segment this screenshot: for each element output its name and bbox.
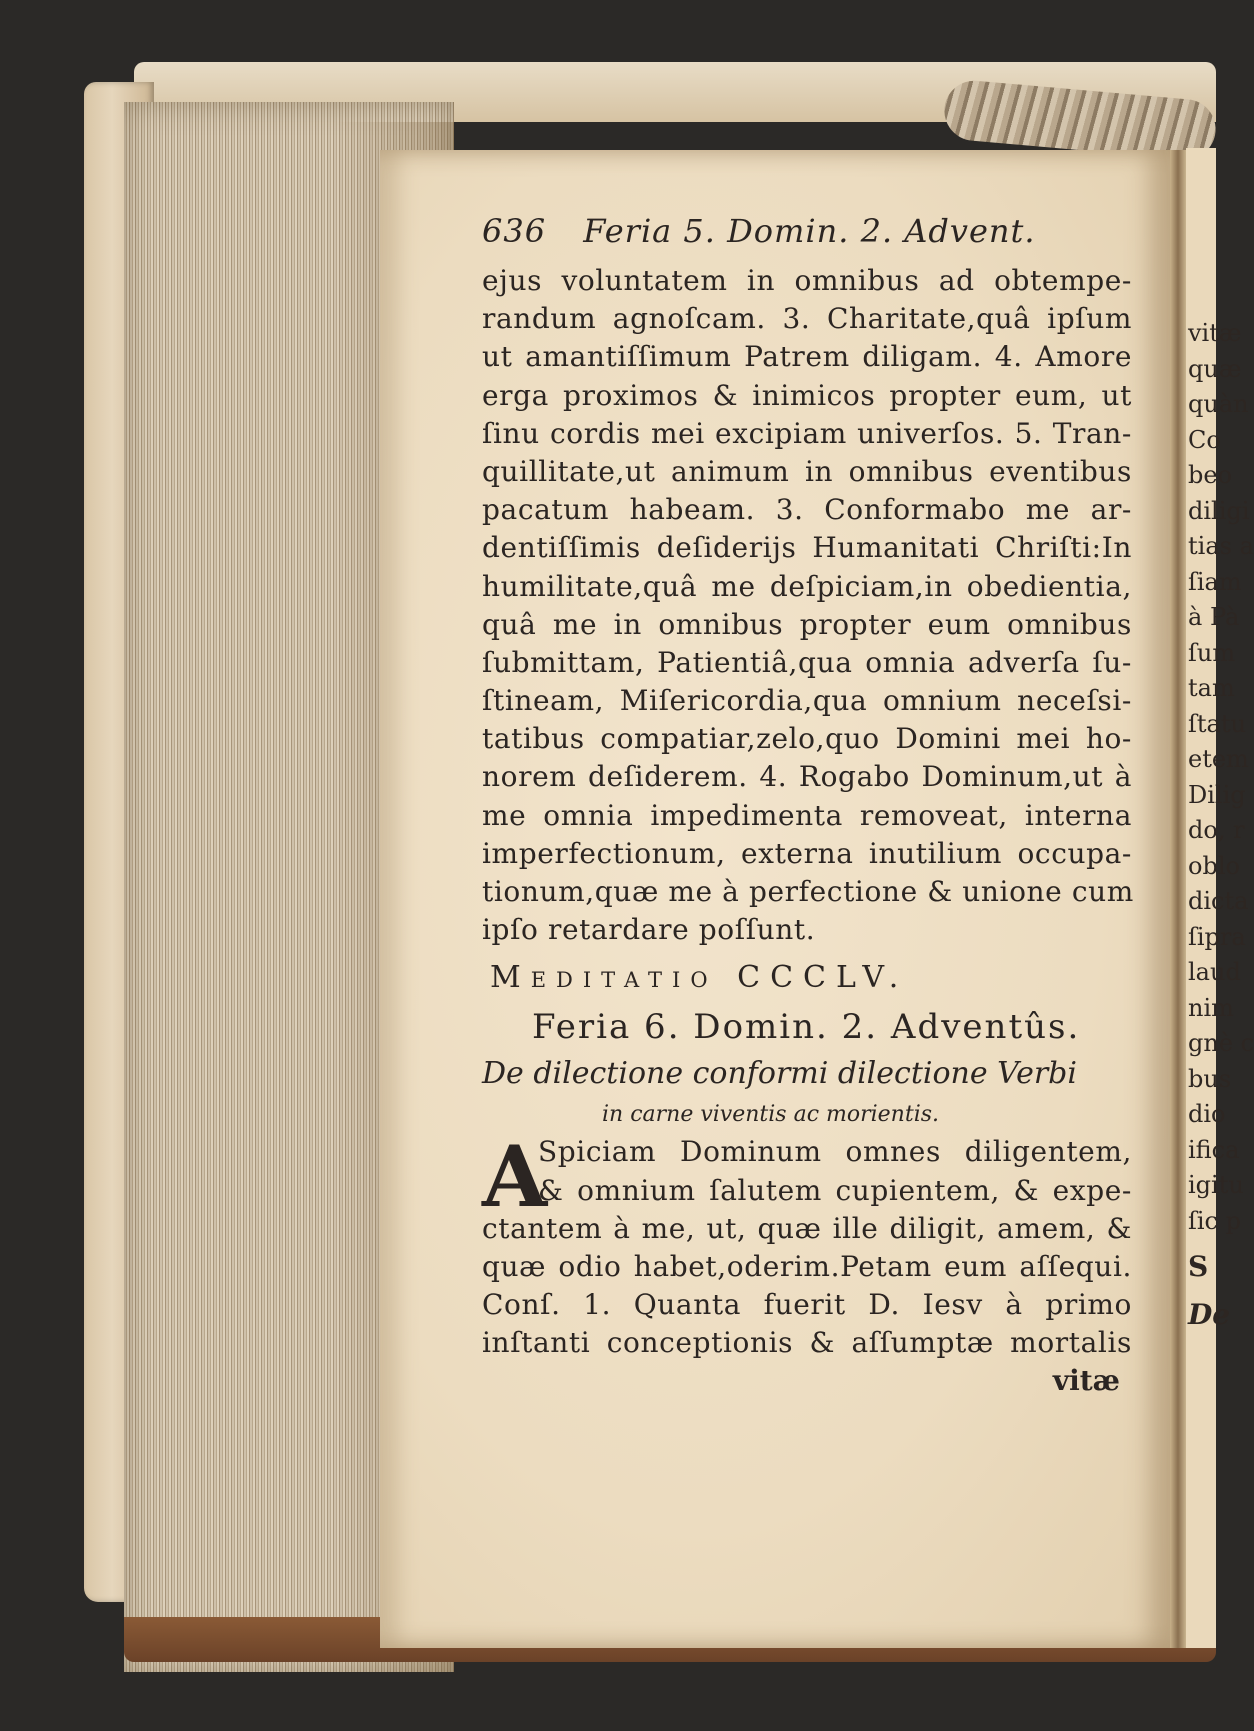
right-page-fragment: dio [1188,1100,1226,1128]
body-line: ſubmittam, Patientiâ,qua omnia adverſa ſu- [482,645,1132,679]
right-page-fragment: quàn [1188,390,1249,418]
catchword: vitæ [1052,1363,1120,1397]
paragraph-line: ctantem à me, ut, quæ ille diligit, amem, & [482,1211,1132,1245]
page-number: 636 [482,212,547,250]
body-line: me omnia impedimenta removeat, interna [482,798,1132,832]
right-page-fragment: à Pà [1188,603,1240,631]
right-page-fragment: ſic p [1188,1206,1241,1235]
subtitle-line-2: in carne viventis ac morientis. [602,1102,940,1128]
body-text [482,262,1132,949]
feria-heading: Feria 6. Domin. 2. Adventûs. [532,1007,1081,1048]
paragraph-line: Spiciam Dominum omnes diligentem, [538,1135,1132,1169]
gutter [1170,150,1186,1648]
subtitle-line-1: De dilectione conformi dilectione Verbi [482,1056,1077,1092]
body-line: tatibus compatiar,zelo,quo Domini mei ho- [482,722,1132,756]
body-line: randum agnoſcam. 3. Charitate,quâ ipſum [482,302,1132,336]
right-page-fragment: Dilig [1188,780,1246,809]
right-page-bottom-de: De [1188,1298,1231,1331]
right-page-fragment: ſtatu [1188,709,1246,738]
paragraph-line: & omnium ſalutem cupientem, & expe- [538,1173,1132,1207]
right-page-fragment: ſum [1188,638,1236,667]
body-line: ſinu cordis mei excipiam univerſos. 5. Tran- [482,416,1132,450]
body-line: ſtineam, Miſericordia,qua omnium neceſsi- [482,684,1132,718]
body-line: dentiſſimis deſiderijs Humanitati Chriſti:In [482,531,1132,565]
drop-cap: A [482,1127,548,1227]
paragraph-line: Conſ. 1. Quanta fuerit D. Iesv à primo [482,1288,1132,1322]
right-page-fragment: gnè c [1188,1029,1254,1057]
right-page-fragment: ſiam [1188,567,1242,596]
running-title: Feria 5. Domin. 2. Advent. [583,212,1036,250]
page-text [482,212,1132,1399]
body-line: quâ me in omnibus propter eum omnibus [482,607,1132,641]
paragraph-line: quæ odio habet,oderim.Petam eum aſſequi. [482,1249,1132,1283]
right-page-fragment: Co [1188,425,1221,454]
right-page-fragment: tam [1188,674,1235,702]
right-page-bottom-s: S [1188,1250,1209,1283]
right-page-fragments [1188,316,1254,1239]
meditatio-heading: Meditatio CCCLV. [490,960,909,996]
body-line: tionum,quæ me à perfectione & unione cum [482,875,1134,908]
paragraph-lines [482,1127,1132,1362]
body-line: norem deſiderem. 4. Rogabo Dominum,ut à [482,760,1132,794]
right-page-fragment: nim [1188,993,1234,1022]
right-page-fragment: tias a [1188,532,1254,560]
right-page-fragment: dicta [1188,887,1249,915]
body-line: erga proximos & inimicos propter eum, ut [482,378,1132,412]
right-page-fragment: vitæ [1188,319,1242,347]
right-page-fragment: oblo [1188,851,1240,880]
right-page-fragment: beo [1188,461,1233,489]
right-page-edge [1186,148,1254,1648]
body-line: ipſo retardare poſſunt. [482,913,816,947]
right-page-fragment: igitu [1188,1171,1244,1199]
right-page-fragment: ifica [1188,1135,1240,1164]
body-line: ejus voluntatem in omnibus ad obtempe- [482,264,1132,297]
right-page-fragment: etem [1188,745,1249,773]
paragraph-line: inſtanti conceptionis & aſſumptæ mortalis [482,1326,1132,1360]
meditation-paragraph [482,1127,1132,1362]
running-header [482,212,1132,262]
body-line: quillitate,ut animum in omnibus eventibus [482,454,1132,488]
body-line: imperfectionum, externa inutilium occupa- [482,836,1132,870]
right-page-fragment: laud [1188,958,1241,986]
right-page-fragment: bus [1188,1064,1232,1093]
body-line: ut amantiſſimum Patrem diligam. 4. Amore [482,340,1132,374]
body-line: humilitate,quâ me deſpiciam,in obedientia, [482,569,1132,603]
body-line: pacatum habeam. 3. Conformabo me ar- [482,493,1132,527]
right-page-fragment: do, r [1188,816,1245,844]
right-page-fragment: diligi [1188,496,1250,525]
right-page-fragment: quæ [1188,354,1242,383]
right-page-fragment: ſipra [1188,922,1246,951]
